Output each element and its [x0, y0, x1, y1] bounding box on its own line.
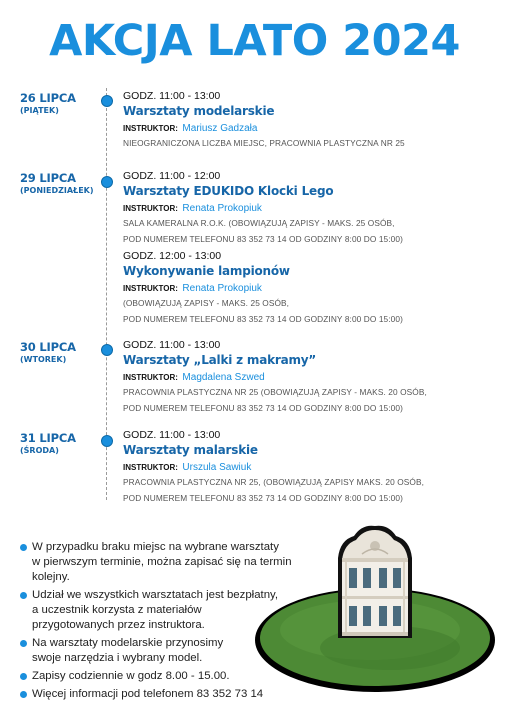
note-line: kolejny. — [32, 571, 70, 583]
palace-illustration — [250, 518, 500, 694]
event-note-line: (OBOWIĄZUJĄ ZAPISY - MAKS. 25 OSÓB, — [123, 298, 290, 308]
note-line: Więcej informacji pod telefonem 83 352 73 14 — [32, 688, 264, 700]
timeline-dot-icon — [101, 95, 113, 107]
day-date: 29 LIPCA — [20, 171, 76, 185]
day-date: 26 LIPCA — [20, 91, 76, 105]
event-name: Warsztaty malarskie — [123, 443, 258, 457]
day-date: 30 LIPCA — [20, 340, 76, 354]
instructor-label: INSTRUKTOR: — [123, 124, 178, 133]
instructor-name: Magdalena Szwed — [182, 372, 265, 383]
event-lego — [123, 170, 498, 247]
event-instructor-row — [123, 369, 498, 384]
instructor-label: INSTRUKTOR: — [123, 463, 178, 472]
event-note-line: PRACOWNIA PLASTYCZNA NR 25, (OBOWIĄZUJĄ ZAPISY MAKS. 20 OSÓB, — [123, 477, 425, 487]
note-line: Na warsztaty modelarskie przynosimy — [32, 637, 224, 649]
blue-dot-icon — [20, 673, 27, 680]
event-time: GODZ. 11:00 - 13:00 — [123, 429, 221, 441]
event-instructor-row — [123, 200, 498, 215]
timeline-dot-icon — [101, 344, 113, 356]
blue-dot-icon — [20, 640, 27, 647]
day-weekday: (PONIEDZIAŁEK) — [20, 186, 94, 195]
instructor-name: Urszula Sawiuk — [182, 462, 252, 473]
event-note-line: POD NUMEREM TELEFONU 83 352 73 14 OD GODZINY 8:00 DO 15:00) — [123, 493, 403, 503]
timeline-dot-icon — [101, 435, 113, 447]
note-line: Zapisy codziennie w godz 8.00 - 15.00. — [32, 670, 230, 682]
day-weekday: (ŚRODA) — [20, 446, 59, 455]
event-time: GODZ. 11:00 - 12:00 — [123, 170, 221, 182]
event-time: GODZ. 11:00 - 13:00 — [123, 90, 221, 102]
event-note-line: SALA KAMERALNA R.O.K. (OBOWIĄZUJĄ ZAPISY - MAKS. 25 OSÓB, — [123, 218, 395, 228]
event-modelarskie — [123, 90, 498, 151]
event-note-line: NIEOGRANICZONA LICZBA MIEJSC, PRACOWNIA PLASTYCZNA NR 25 — [123, 138, 405, 148]
event-note-line: PRACOWNIA PLASTYCZNA NR 25 (OBOWIĄZUJĄ ZAPISY - MAKS. 20 OSÓB, — [123, 387, 427, 397]
day-weekday: (PIĄTEK) — [20, 106, 59, 115]
instructor-name: Mariusz Gadzała — [182, 123, 258, 134]
poster-title: AKCJA LATO 2024 — [49, 16, 460, 66]
event-time: GODZ. 11:00 - 13:00 — [123, 339, 221, 351]
instructor-name: Renata Prokopiuk — [182, 203, 262, 214]
event-malarskie — [123, 429, 498, 506]
day-label-31 — [20, 431, 76, 455]
blue-dot-icon — [20, 691, 27, 698]
event-note-line: POD NUMEREM TELEFONU 83 352 73 14 OD GODZINY 8:00 DO 15:00) — [123, 314, 403, 324]
day-label-26 — [20, 91, 76, 115]
event-instructor-row — [123, 280, 498, 295]
event-name: Warsztaty „Lalki z makramy” — [123, 353, 317, 367]
instructor-name: Renata Prokopiuk — [182, 283, 262, 294]
day-weekday: (WTOREK) — [20, 355, 67, 364]
event-name: Warsztaty EDUKIDO Klocki Lego — [123, 184, 334, 198]
instructor-label: INSTRUKTOR: — [123, 204, 178, 213]
note-line: Udział we wszystkich warsztatach jest bezpłatny, — [32, 589, 279, 601]
event-name: Wykonywanie lampionów — [123, 264, 290, 278]
event-instructor-row — [123, 459, 498, 474]
event-note-line: POD NUMEREM TELEFONU 83 352 73 14 OD GODZINY 8:00 DO 15:00) — [123, 234, 403, 244]
event-note-line: POD NUMEREM TELEFONU 83 352 73 14 OD GODZINY 8:00 DO 15:00) — [123, 403, 403, 413]
note-line: swoje narzędzia i wybrany model. — [32, 652, 203, 664]
blue-dot-icon — [20, 544, 27, 551]
blue-dot-icon — [20, 592, 27, 599]
event-makrama — [123, 339, 498, 416]
instructor-label: INSTRUKTOR: — [123, 373, 178, 382]
note-line: w pierwszym terminie, można zapisać się na termin — [32, 556, 292, 568]
event-lampiony — [123, 250, 498, 327]
instructor-label: INSTRUKTOR: — [123, 284, 178, 293]
note-line: przygotowanych przez instruktora. — [32, 619, 205, 631]
event-instructor-row — [123, 120, 498, 135]
timeline-dot-icon — [101, 176, 113, 188]
note-line: W przypadku braku miejsc na wybrane warsztaty — [32, 541, 279, 553]
day-date: 31 LIPCA — [20, 431, 76, 445]
day-label-30 — [20, 340, 76, 364]
note-line: a uczestnik korzysta z materiałów — [32, 604, 202, 616]
event-time: GODZ. 12:00 - 13:00 — [123, 250, 222, 262]
event-name: Warsztaty modelarskie — [123, 104, 275, 118]
day-label-29 — [20, 171, 94, 195]
